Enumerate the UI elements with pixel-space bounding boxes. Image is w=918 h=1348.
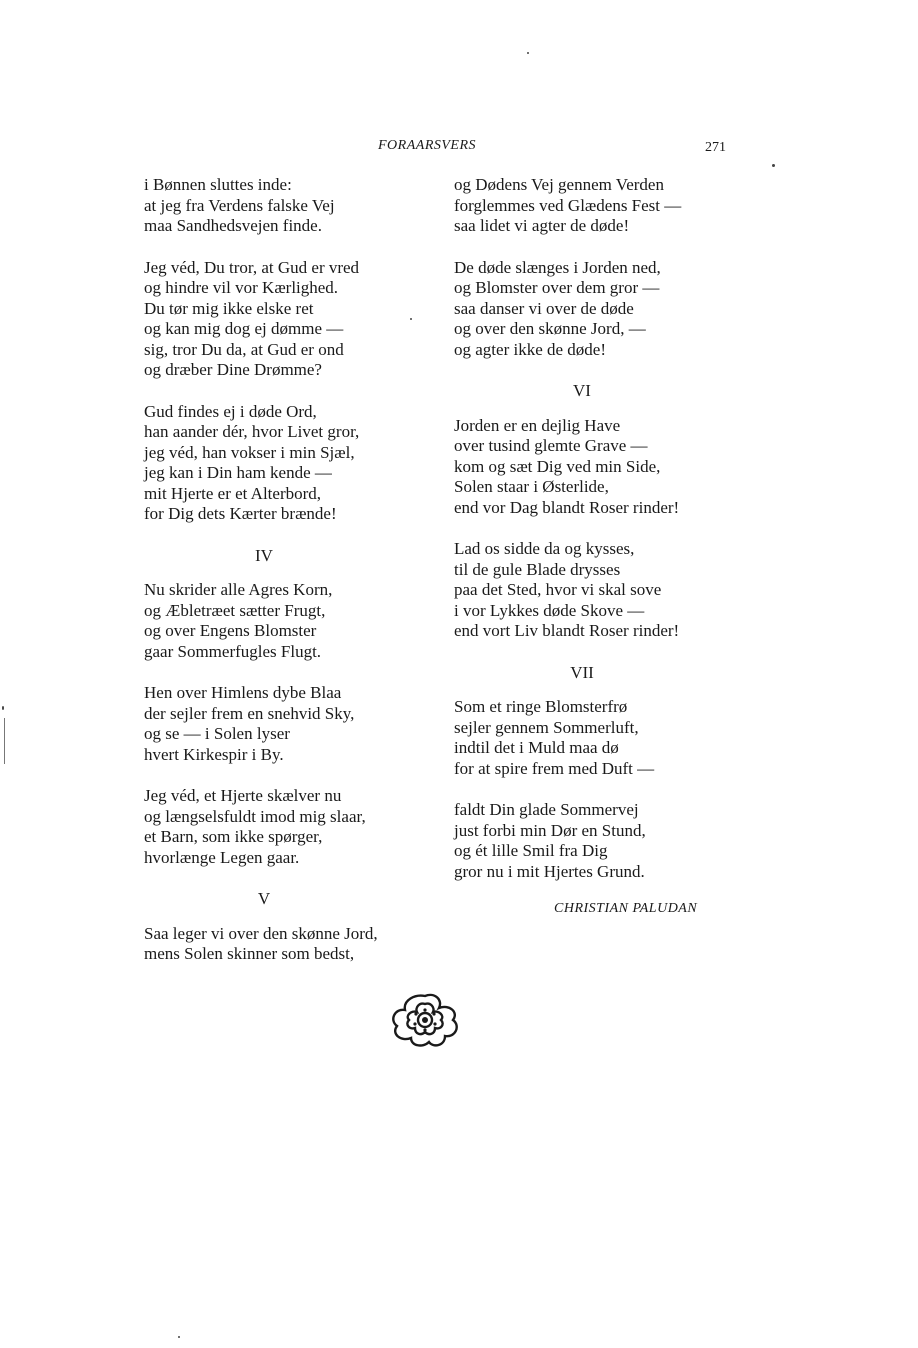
verse-line: og se — i Solen lyser (144, 724, 290, 743)
paper-speck (410, 318, 412, 320)
verse-line: Lad os sidde da og kysses, (454, 539, 635, 558)
right-stanza-group-2 (454, 416, 754, 642)
verse-line: hvert Kirkespir i By. (144, 744, 284, 764)
paper-speck (527, 52, 529, 54)
verse-line: maa Sandhedsvejen finde. (144, 216, 322, 235)
verse-line: og agter ikke de døde! (454, 339, 606, 359)
stanza (454, 697, 754, 779)
verse-line: saa lidet vi agter de døde! (454, 216, 630, 235)
verse-line: indtil det i Muld maa dø (454, 738, 619, 757)
left-column (144, 175, 444, 986)
verse-line: og Dødens Vej gennem Verden (454, 175, 664, 194)
margin-mark (4, 718, 5, 764)
verse-line: just forbi min Dør en Stund, (454, 820, 646, 840)
verse-line: for Dig dets Kærter brænde! (144, 504, 337, 523)
verse-line: faldt Din glade Sommervej (454, 800, 639, 819)
verse-line: Som et ringe Blomsterfrø (454, 697, 628, 716)
verse-line: og hindre vil vor Kærlighed. (144, 278, 339, 297)
stanza (454, 800, 754, 882)
stanza (144, 786, 444, 868)
verse-line: han aander dér, hvor Livet gror, (144, 422, 360, 441)
verse-line: i Bønnen sluttes inde: (144, 175, 292, 194)
verse-line: mens Solen skinner som bedst, (144, 944, 355, 963)
running-title: FORAARSVERS (378, 138, 477, 153)
verse-line: De døde slænges i Jorden ned, (454, 257, 661, 277)
verse-line: i vor Lykkes døde Skove — (454, 600, 645, 620)
verse-line: Gud findes ej i døde Ord, (144, 401, 317, 421)
verse-line: for at spire frem med Duft — (454, 758, 655, 778)
stanza (144, 258, 444, 381)
section-numeral-vi: VI (573, 381, 591, 400)
verse-line: kom og sæt Dig ved min Side, (454, 456, 661, 476)
verse-line: til de gule Blade drysses (454, 559, 621, 579)
verse-line: sejler gennem Sommerluft, (454, 717, 639, 737)
left-stanza-group-3 (144, 924, 444, 965)
verse-line: et Barn, som ikke spørger, (144, 827, 323, 846)
verse-line: og over Engens Blomster (144, 621, 317, 640)
right-column (454, 175, 754, 920)
verse-line: forglemmes ved Glædens Fest — (454, 195, 682, 215)
section-numeral-iv: IV (255, 545, 273, 565)
verse-line: sig, tror Du da, at Gud er ond (144, 339, 344, 359)
verse-line: gaar Sommerfugles Flugt. (144, 641, 322, 661)
paper-speck (772, 164, 775, 167)
verse-line: Solen staar i Østerlide, (454, 477, 609, 496)
section-numeral-vii: VII (570, 662, 594, 682)
author-signature: CHRISTIAN PALUDAN (554, 901, 698, 916)
verse-line: Jorden er en dejlig Have (454, 415, 621, 435)
verse-line: og kan mig dog ej dømme — (144, 319, 344, 338)
verse-line: at jeg fra Verdens falske Vej (144, 195, 335, 215)
verse-line: end vort Liv blandt Roser rinder! (454, 621, 680, 640)
right-stanza-group-1 (454, 175, 754, 360)
flower-ornament-icon (385, 990, 465, 1050)
verse-line: Saa leger vi over den skønne Jord, (144, 923, 378, 943)
page-number: 271 (705, 140, 726, 155)
verse-line: Hen over Himlens dybe Blaa (144, 683, 342, 702)
verse-line: og længselsfuldt imod mig slaar, (144, 806, 366, 826)
left-stanza-group-1 (144, 175, 444, 525)
verse-line: og Æbletræet sætter Frugt, (144, 600, 326, 620)
left-stanza-group-2 (144, 580, 444, 868)
verse-line: hvorlænge Legen gaar. (144, 847, 300, 867)
verse-line: gror nu i mit Hjertes Grund. (454, 861, 645, 881)
verse-line: og over den skønne Jord, — (454, 319, 646, 338)
verse-line: og Blomster over dem gror — (454, 278, 660, 297)
right-stanza-group-3 (454, 697, 754, 882)
verse-line: og dræber Dine Drømme? (144, 360, 322, 379)
stanza (144, 175, 444, 237)
stanza (454, 539, 754, 642)
verse-line: Jeg véd, et Hjerte skælver nu (144, 786, 342, 805)
stanza (144, 924, 444, 965)
stanza (454, 416, 754, 519)
verse-line: mit Hjerte er et Alterbord, (144, 483, 322, 503)
paper-speck (2, 706, 4, 710)
paper-speck (178, 1336, 180, 1338)
stanza (144, 683, 444, 765)
verse-line: og ét lille Smil fra Dig (454, 841, 608, 860)
stanza (454, 175, 754, 237)
verse-line: jeg kan i Din ham kende — (144, 463, 332, 482)
stanza (144, 402, 444, 525)
stanza (144, 580, 444, 662)
verse-line: saa danser vi over de døde (454, 298, 634, 318)
verse-line: Jeg véd, Du tror, at Gud er vred (144, 257, 360, 277)
verse-line: end vor Dag blandt Roser rinder! (454, 497, 680, 517)
verse-line: Nu skrider alle Agres Korn, (144, 580, 333, 599)
section-numeral-v: V (257, 889, 271, 908)
verse-line: paa det Sted, hvor vi skal sove (454, 580, 662, 599)
verse-line: Du tør mig ikke elske ret (144, 298, 314, 318)
verse-line: over tusind glemte Grave — (454, 436, 648, 455)
stanza (454, 258, 754, 361)
verse-line: jeg véd, han vokser i min Sjæl, (144, 442, 355, 462)
verse-line: der sejler frem en snehvid Sky, (144, 703, 355, 723)
